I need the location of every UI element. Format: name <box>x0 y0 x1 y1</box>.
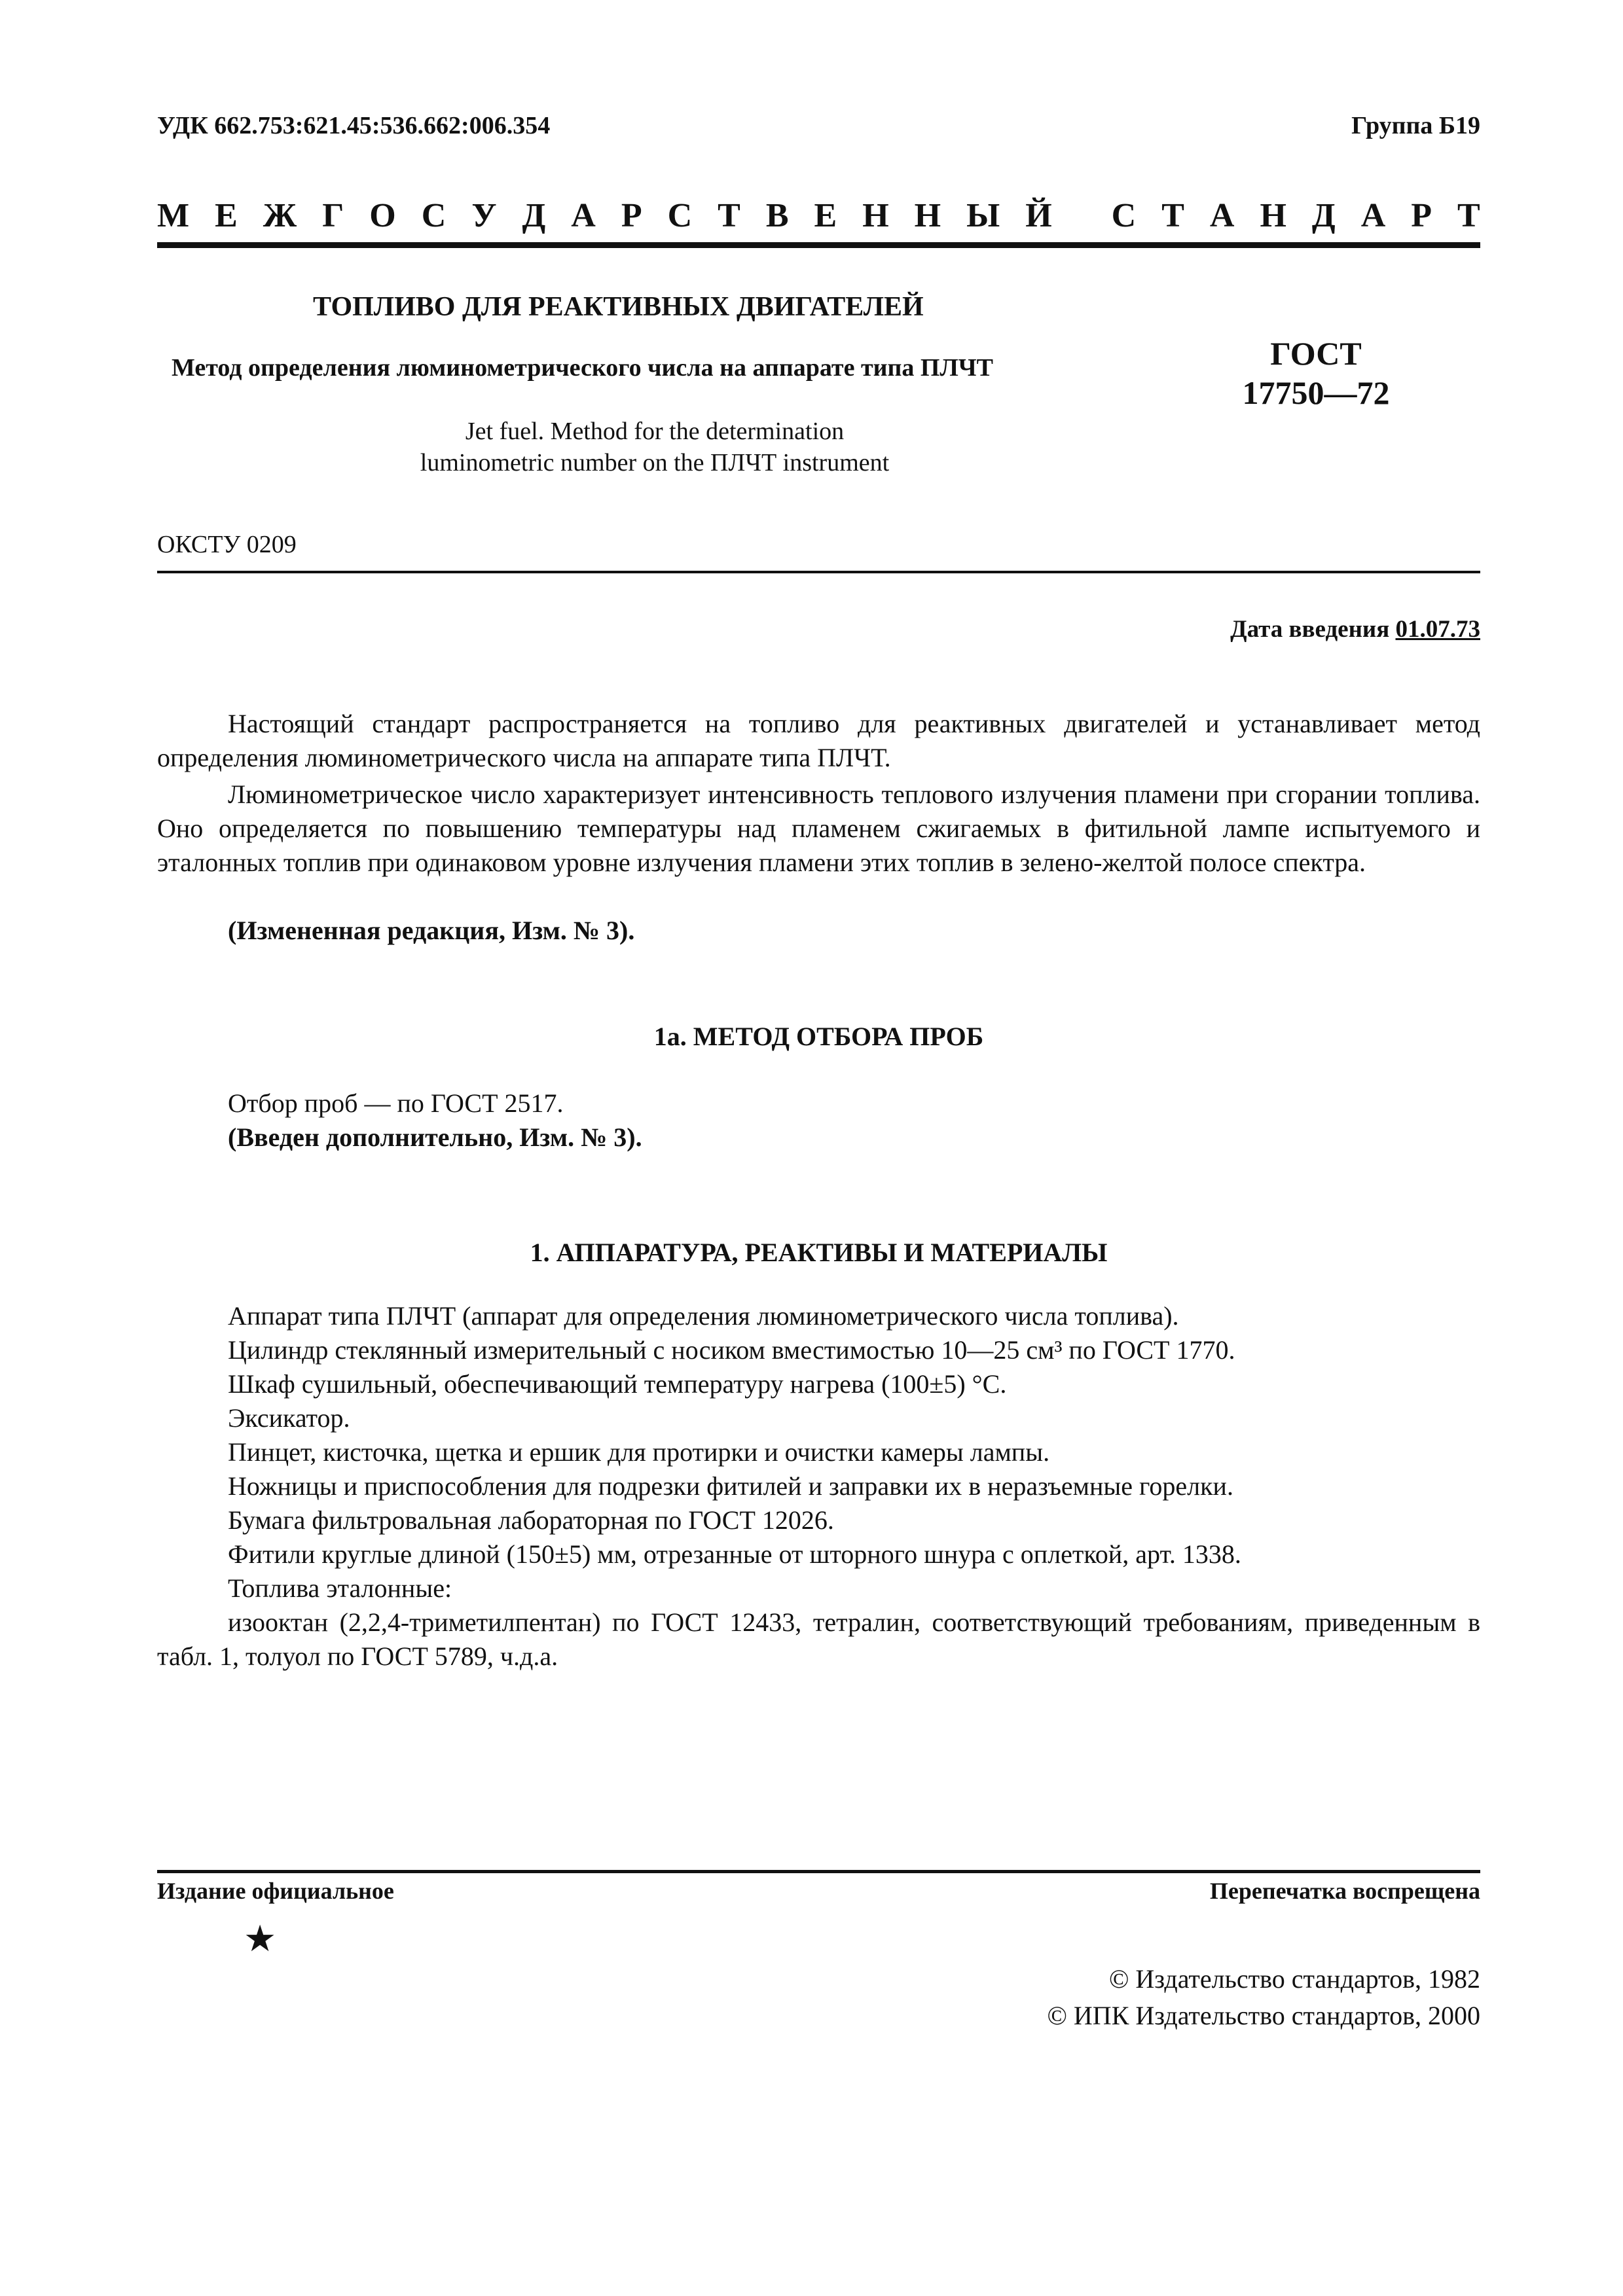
interstate-letter: Р <box>621 197 642 234</box>
footer-divider <box>157 1870 1480 1873</box>
definition-paragraph: Люминометрическое число характеризует интенсивность теплового излучения пламени при сгорании топлива. Оно определяется по повышению температуры над пламенем сжигаемых в фитильной лампе испытуемого и эталонных топлив при одинаковом уровне излучения пламени этих топлив в зелено-желтой полосе спектра. <box>157 780 1480 877</box>
interstate-letter: Р <box>1411 197 1432 234</box>
interstate-letter: Н <box>914 197 941 234</box>
gost-designation <box>1231 334 1401 412</box>
interstate-letter: О <box>369 197 396 234</box>
interstate-letter: Ж <box>263 197 297 234</box>
gost-number: 17750—72 <box>1242 374 1390 411</box>
english-title <box>367 416 943 478</box>
header-divider <box>157 242 1480 248</box>
equipment-item: Аппарат типа ПЛЧТ (аппарат для определения люминометрического числа топлива). <box>228 1301 1179 1331</box>
introduction-date-label: Дата введения <box>1230 616 1390 643</box>
interstate-letter: Г <box>322 197 344 234</box>
interstate-letter: В <box>765 197 789 234</box>
equipment-item: Пинцет, кисточка, щетка и ершик для протирки и очистки камеры лампы. <box>228 1437 1050 1467</box>
interstate-letter: С <box>1111 197 1137 234</box>
interstate-letter: С <box>667 197 693 234</box>
equipment-item: Ножницы и приспособления для подрезки фитилей и заправки их в неразъемные горелки. <box>228 1471 1233 1501</box>
document-subtitle: Метод определения люминометрического числа на аппарате типа ПЛЧТ <box>172 354 994 382</box>
equipment-item: Бумага фильтровальная лабораторная по ГОСТ 12026. <box>228 1505 834 1535</box>
equipment-item: Цилиндр стеклянный измерительный с носиком вместимостью 10—25 см³ по ГОСТ 1770. <box>228 1335 1235 1365</box>
equipment-item: Эксикатор. <box>228 1403 350 1433</box>
star-icon: ★ <box>244 1919 277 1960</box>
interstate-letter: Т <box>1457 197 1480 234</box>
interstate-letter: Н <box>1260 197 1286 234</box>
equipment-item: Шкаф сушильный, обеспечивающий температуру нагрева (100±5) °С. <box>228 1369 1007 1399</box>
interstate-letter: Т <box>718 197 740 234</box>
introduction-date <box>1230 615 1480 643</box>
interstate-letter: А <box>571 197 596 234</box>
section-1a-heading: 1а. МЕТОД ОТБОРА ПРОБ <box>653 1022 984 1051</box>
interstate-letter <box>1078 196 1086 235</box>
group-code: Группа Б19 <box>1351 112 1480 139</box>
interstate-letter: М <box>157 197 190 234</box>
gost-label: ГОСТ <box>1270 335 1362 372</box>
interstate-letter: Ы <box>966 197 1000 234</box>
sampling-text: Отбор проб — по ГОСТ 2517. <box>228 1088 564 1118</box>
official-edition-label: Издание официальное <box>157 1878 394 1904</box>
interstate-letter: Й <box>1025 197 1052 234</box>
udk-code: УДК 662.753:621.45:536.662:006.354 <box>157 112 551 139</box>
copyright-line-2: © ИПК Издательство стандартов, 2000 <box>1047 2001 1480 2030</box>
reprint-prohibited-label: Перепечатка воспрещена <box>1209 1878 1480 1904</box>
oksty-code: ОКСТУ 0209 <box>157 531 297 558</box>
introduction-date-value: 01.07.73 <box>1395 616 1480 643</box>
meta-divider <box>157 571 1480 573</box>
interstate-letter: А <box>1360 197 1386 234</box>
amendment-note-1: (Измененная редакция, Изм. № 3). <box>228 916 635 945</box>
interstate-letter: Д <box>522 197 546 234</box>
interstate-standard-heading <box>157 196 1480 235</box>
english-title-line-1: Jet fuel. Method for the determination <box>465 418 845 445</box>
interstate-letter: Е <box>215 197 238 234</box>
scope-paragraph: Настоящий стандарт распространяется на топливо для реактивных двигателей и устанавливает метод определения люминометрического числа на аппарате типа ПЛЧТ. <box>157 709 1480 772</box>
equipment-item: Фитили круглые длиной (150±5) мм, отрезанные от шторного шнура с оплеткой, арт. 1338. <box>228 1539 1241 1569</box>
interstate-letter: У <box>471 197 497 234</box>
reference-fuels-text: изооктан (2,2,4-триметилпентан) по ГОСТ 12433, тетралин, соответствующий требованиям, приведенным в табл. 1, толуол по ГОСТ 5789, ч.д.а. <box>157 1607 1480 1671</box>
english-title-line-2: luminometric number on the ПЛЧТ instrument <box>420 449 890 476</box>
interstate-letter: Е <box>814 197 837 234</box>
interstate-letter: Д <box>1311 197 1336 234</box>
section-1-heading: 1. АППАРАТУРА, РЕАКТИВЫ И МАТЕРИАЛЫ <box>530 1238 1108 1267</box>
equipment-item: Топлива эталонные: <box>228 1573 452 1603</box>
interstate-letter: Н <box>862 197 889 234</box>
copyright-line-1: © Издательство стандартов, 1982 <box>1108 1964 1480 1994</box>
interstate-letter: Т <box>1161 197 1184 234</box>
document-title: ТОПЛИВО ДЛЯ РЕАКТИВНЫХ ДВИГАТЕЛЕЙ <box>313 292 924 322</box>
interstate-letter: С <box>421 197 447 234</box>
amendment-note-2: (Введен дополнительно, Изм. № 3). <box>228 1122 642 1152</box>
interstate-letter: А <box>1209 197 1235 234</box>
